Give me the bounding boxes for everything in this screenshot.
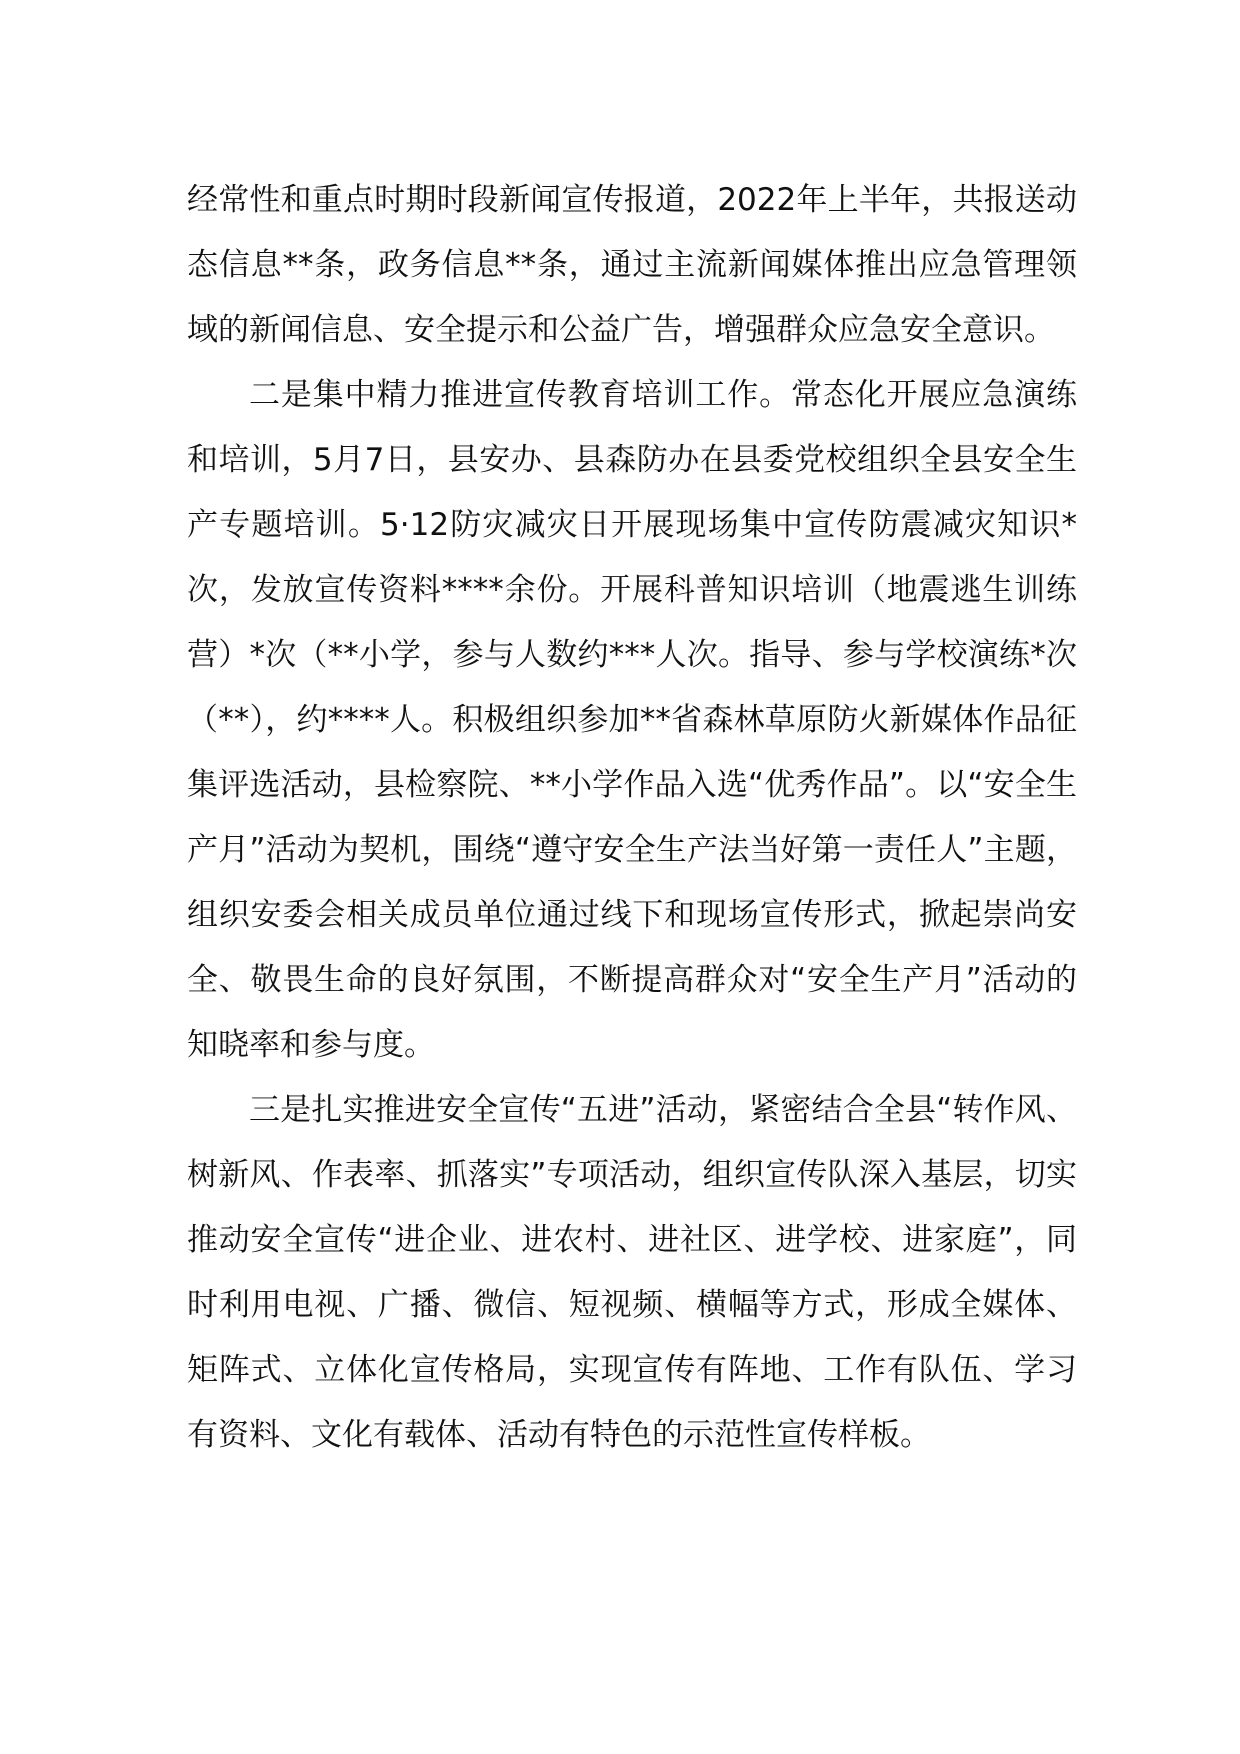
- paragraph-five-into: 三是扎实推进安全宣传“五进”活动，紧密结合全县“转作风、树新风、作表率、抓落实”专项活动，组织宣传队深入基层，切实推动安全宣传“进企业、进农村、进社区、进学校、进家庭”，同时利用电视、广播、微信、短视频、横幅等方式，形成全媒体、矩阵式、立体化宣传格局，实现宣传有阵地、工作有队伍、学习有资料、文化有载体、活动有特色的示范性宣传样板。: [187, 1092, 1077, 1453]
- paragraph-continuation: 经常性和重点时期时段新闻宣传报道，2022年上半年，共报送动态信息**条，政务信息**条，通过主流新闻媒体推出应急管理领域的新闻信息、安全提示和公益广告，增强群众应急安全意识。: [187, 182, 1077, 348]
- paragraph-training: 二是集中精力推进宣传教育培训工作。常态化开展应急演练和培训，5月7日，县安办、县森防办在县委党校组织全县安全生产专题培训。5·12防灾减灾日开展现场集中宣传防震减灾知识*次，发放宣传资料****余份。开展科普知识培训（地震逃生训练营）*次（**小学，参与人数约***人次。指导、参与学校演练*次（**），约****人。积极组织参加**省森林草原防火新媒体作品征集评选活动，县检察院、**小学作品入选“优秀作品”。以“安全生产月”活动为契机，围绕“遵守安全生产法当好第一责任人”主题，组织安委会相关成员单位通过线下和现场宣传形式，掀起崇尚安全、敬畏生命的良好氛围，不断提高群众对“安全生产月”活动的知晓率和参与度。: [187, 377, 1077, 1063]
- document-body: [187, 168, 1077, 1468]
